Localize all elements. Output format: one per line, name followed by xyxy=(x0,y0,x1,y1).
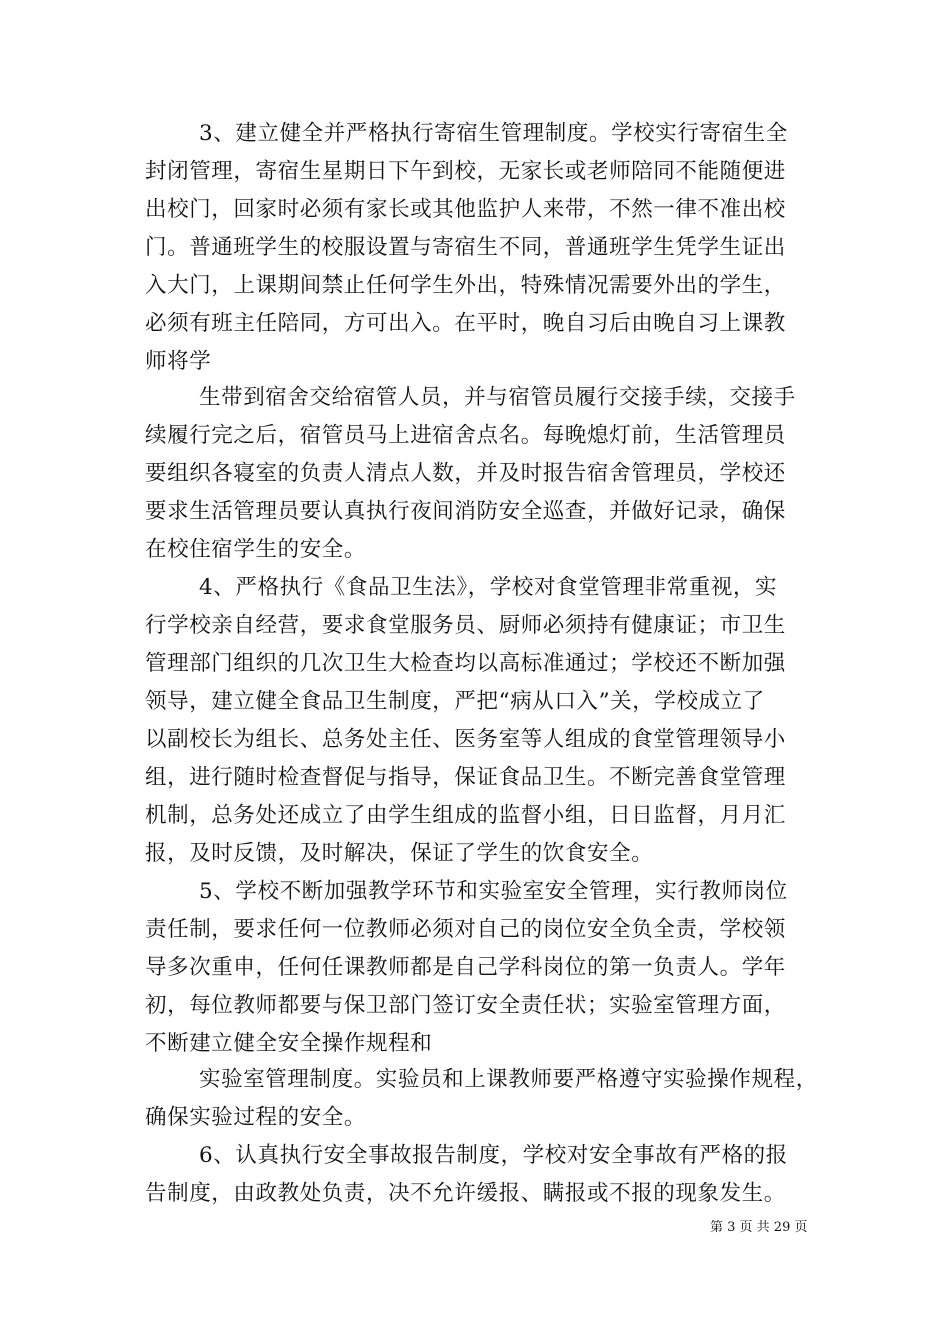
text-line: 确保实验过程的安全。 xyxy=(145,1105,367,1130)
text-line: 续履行完之后，宿管员马上进宿舍点名。每晚熄灯前，生活管理员 xyxy=(145,423,786,448)
text-line: 行学校亲自经营，要求食堂服务员、厨师必须持有健康证；市卫生 xyxy=(145,613,786,638)
text-line: 门。普通班学生的校服设置与寄宿生不同，普通班学生凭学生证出 xyxy=(145,235,786,260)
page-number-footer: 第 3 页 共 29 页 xyxy=(710,1220,808,1235)
text-line: 封闭管理，寄宿生星期日下午到校，无家长或老师陪同不能随便进 xyxy=(145,159,786,184)
text-line: 责任制，要求任何一位教师必须对自己的岗位安全负全责，学校领 xyxy=(145,917,786,942)
text-line: 出校门，回家时必须有家长或其他监护人来带，不然一律不准出校 xyxy=(145,197,786,222)
text-line: 必须有班主任陪同，方可出入。在平时，晚自习后由晚自习上课教 xyxy=(145,311,786,336)
text-line: 要求生活管理员要认真执行夜间消防安全巡查，并做好记录，确保 xyxy=(145,499,786,524)
text-line: 不断建立健全安全操作规程和 xyxy=(145,1031,433,1056)
text-line: 生带到宿舍交给宿管人员，并与宿管员履行交接手续，交接手 xyxy=(199,385,796,410)
text-line: 报，及时反馈，及时解决，保证了学生的饮食安全。 xyxy=(145,841,654,866)
text-line: 4、严格执行《食品卫生法》，学校对食堂管理非常重视，实 xyxy=(199,575,778,600)
text-line: 机制，总务处还成立了由学生组成的监督小组，日日监督，月月汇 xyxy=(145,803,786,828)
text-line: 领导，建立健全食品卫生制度，严把“病从口入”关，学校成立了 xyxy=(145,689,765,714)
text-line: 导多次重申，任何任课教师都是自己学科岗位的第一负责人。学年 xyxy=(145,955,786,980)
text-line: 入大门，上课期间禁止任何学生外出，特殊情况需要外出的学生， xyxy=(145,273,786,298)
text-line: 在校住宿学生的安全。 xyxy=(145,537,367,562)
text-line: 告制度，由政教处负责，决不允许缓报、瞒报或不报的现象发生。 xyxy=(145,1181,786,1206)
text-line: 组，进行随时检查督促与指导，保证食品卫生。不断完善食堂管理 xyxy=(145,765,786,790)
text-line: 实验室管理制度。实验员和上课教师要严格遵守实验操作规程， xyxy=(199,1067,818,1092)
text-line: 6、认真执行安全事故报告制度，学校对安全事故有严格的报 xyxy=(199,1143,788,1168)
text-line: 3、建立健全并严格执行寄宿生管理制度。学校实行寄宿生全 xyxy=(199,121,788,146)
text-line: 5、学校不断加强教学环节和实验室安全管理，实行教师岗位 xyxy=(199,879,788,904)
text-line: 初，每位教师都要与保卫部门签订安全责任状；实验室管理方面， xyxy=(145,993,786,1018)
text-line: 管理部门组织的几次卫生大检查均以高标准通过；学校还不断加强 xyxy=(145,651,786,676)
text-line: 师将学 xyxy=(145,349,212,374)
text-line: 要组织各寝室的负责人清点人数，并及时报告宿舍管理员，学校还 xyxy=(145,461,786,486)
text-line: 以副校长为组长、总务处主任、医务室等人组成的食堂管理领导小 xyxy=(145,727,786,752)
